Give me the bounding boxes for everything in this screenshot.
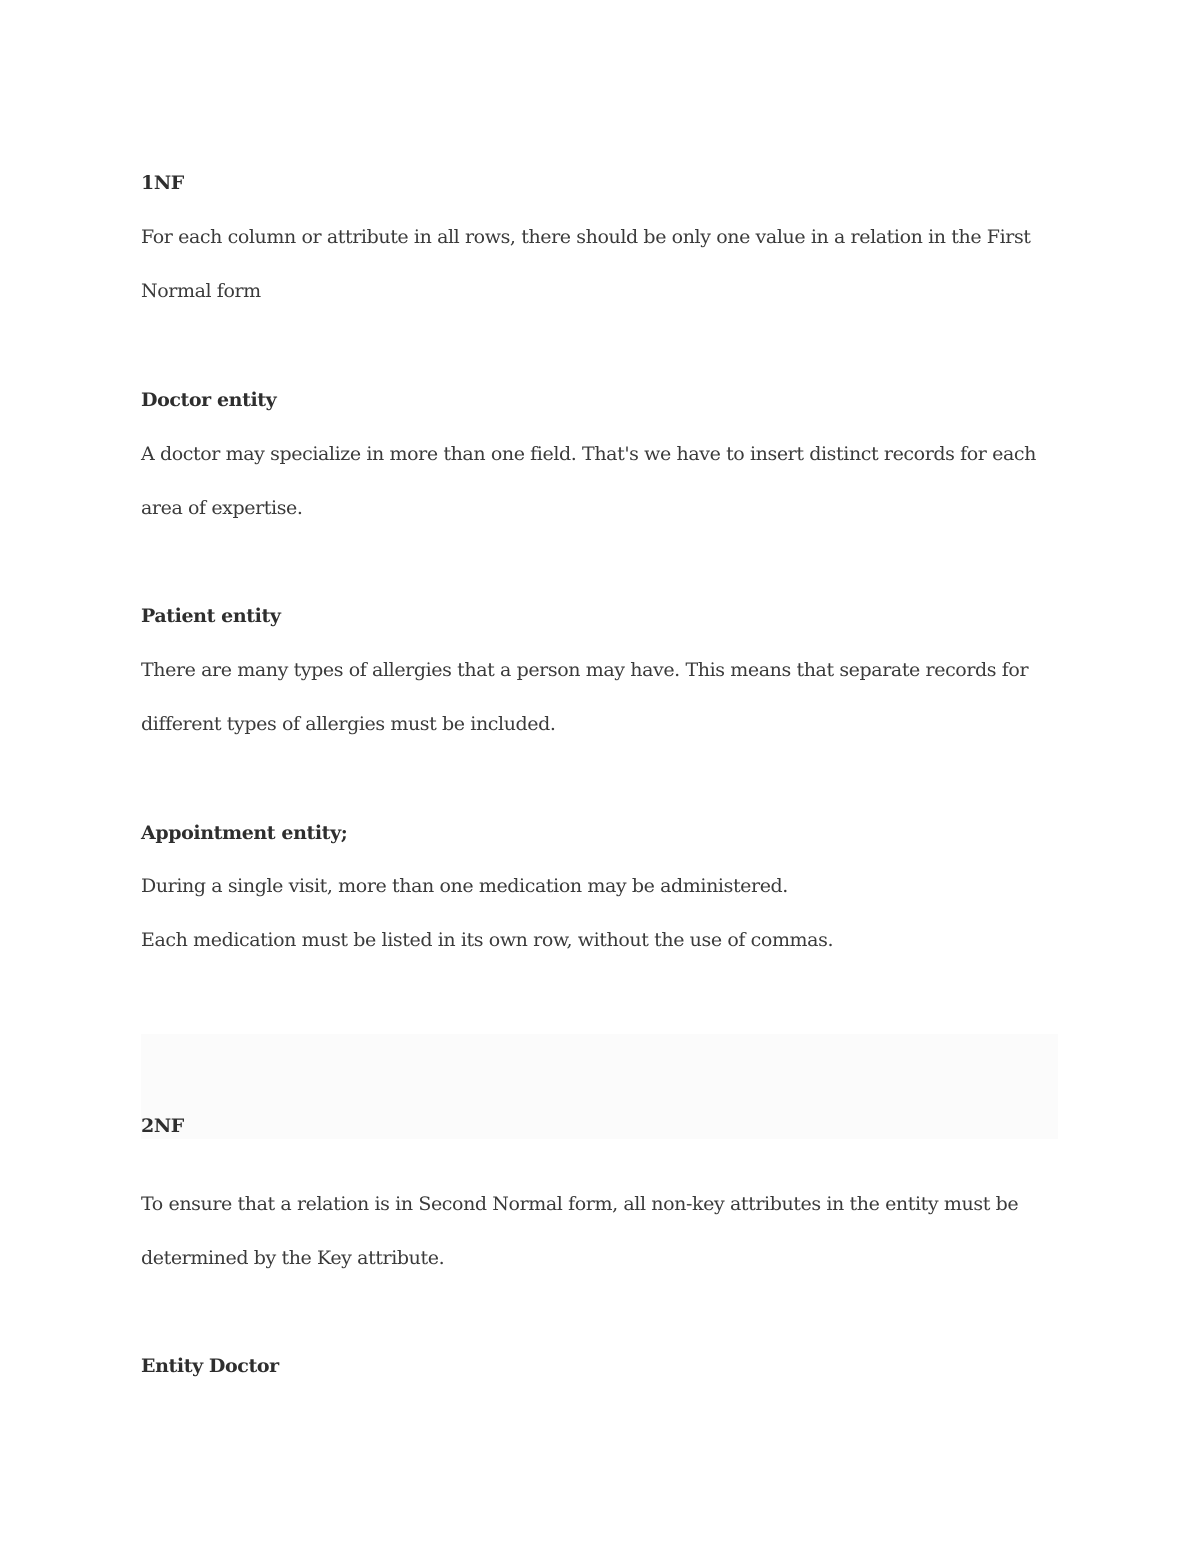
paragraph-line: determined by the Key attribute. <box>141 1247 445 1269</box>
paragraph-line: For each column or attribute in all rows, there should be only one value in a relation in the First <box>141 226 1031 248</box>
section-heading-1nf: 1NF <box>141 172 184 194</box>
section-heading-entity-doctor: Entity Doctor <box>141 1355 279 1377</box>
paragraph-line: Normal form <box>141 280 261 302</box>
paragraph-line: Each medication must be listed in its own row, without the use of commas. <box>141 929 834 951</box>
paragraph-line: During a single visit, more than one medication may be administered. <box>141 875 788 897</box>
section-heading-doctor-entity: Doctor entity <box>141 389 277 411</box>
section-heading-appointment-entity: Appointment entity; <box>141 822 348 844</box>
paragraph-line: area of expertise. <box>141 497 303 519</box>
paragraph-line: different types of allergies must be included. <box>141 713 556 735</box>
paragraph-line: A doctor may specialize in more than one field. That's we have to insert distinct records for each <box>141 443 1036 465</box>
section-heading-2nf: 2NF <box>141 1115 184 1137</box>
paragraph-line: There are many types of allergies that a person may have. This means that separate records for <box>141 659 1029 681</box>
section-heading-patient-entity: Patient entity <box>141 605 281 627</box>
shaded-block <box>141 1034 1058 1139</box>
paragraph-line: To ensure that a relation is in Second Normal form, all non-key attributes in the entity must be <box>141 1193 1019 1215</box>
